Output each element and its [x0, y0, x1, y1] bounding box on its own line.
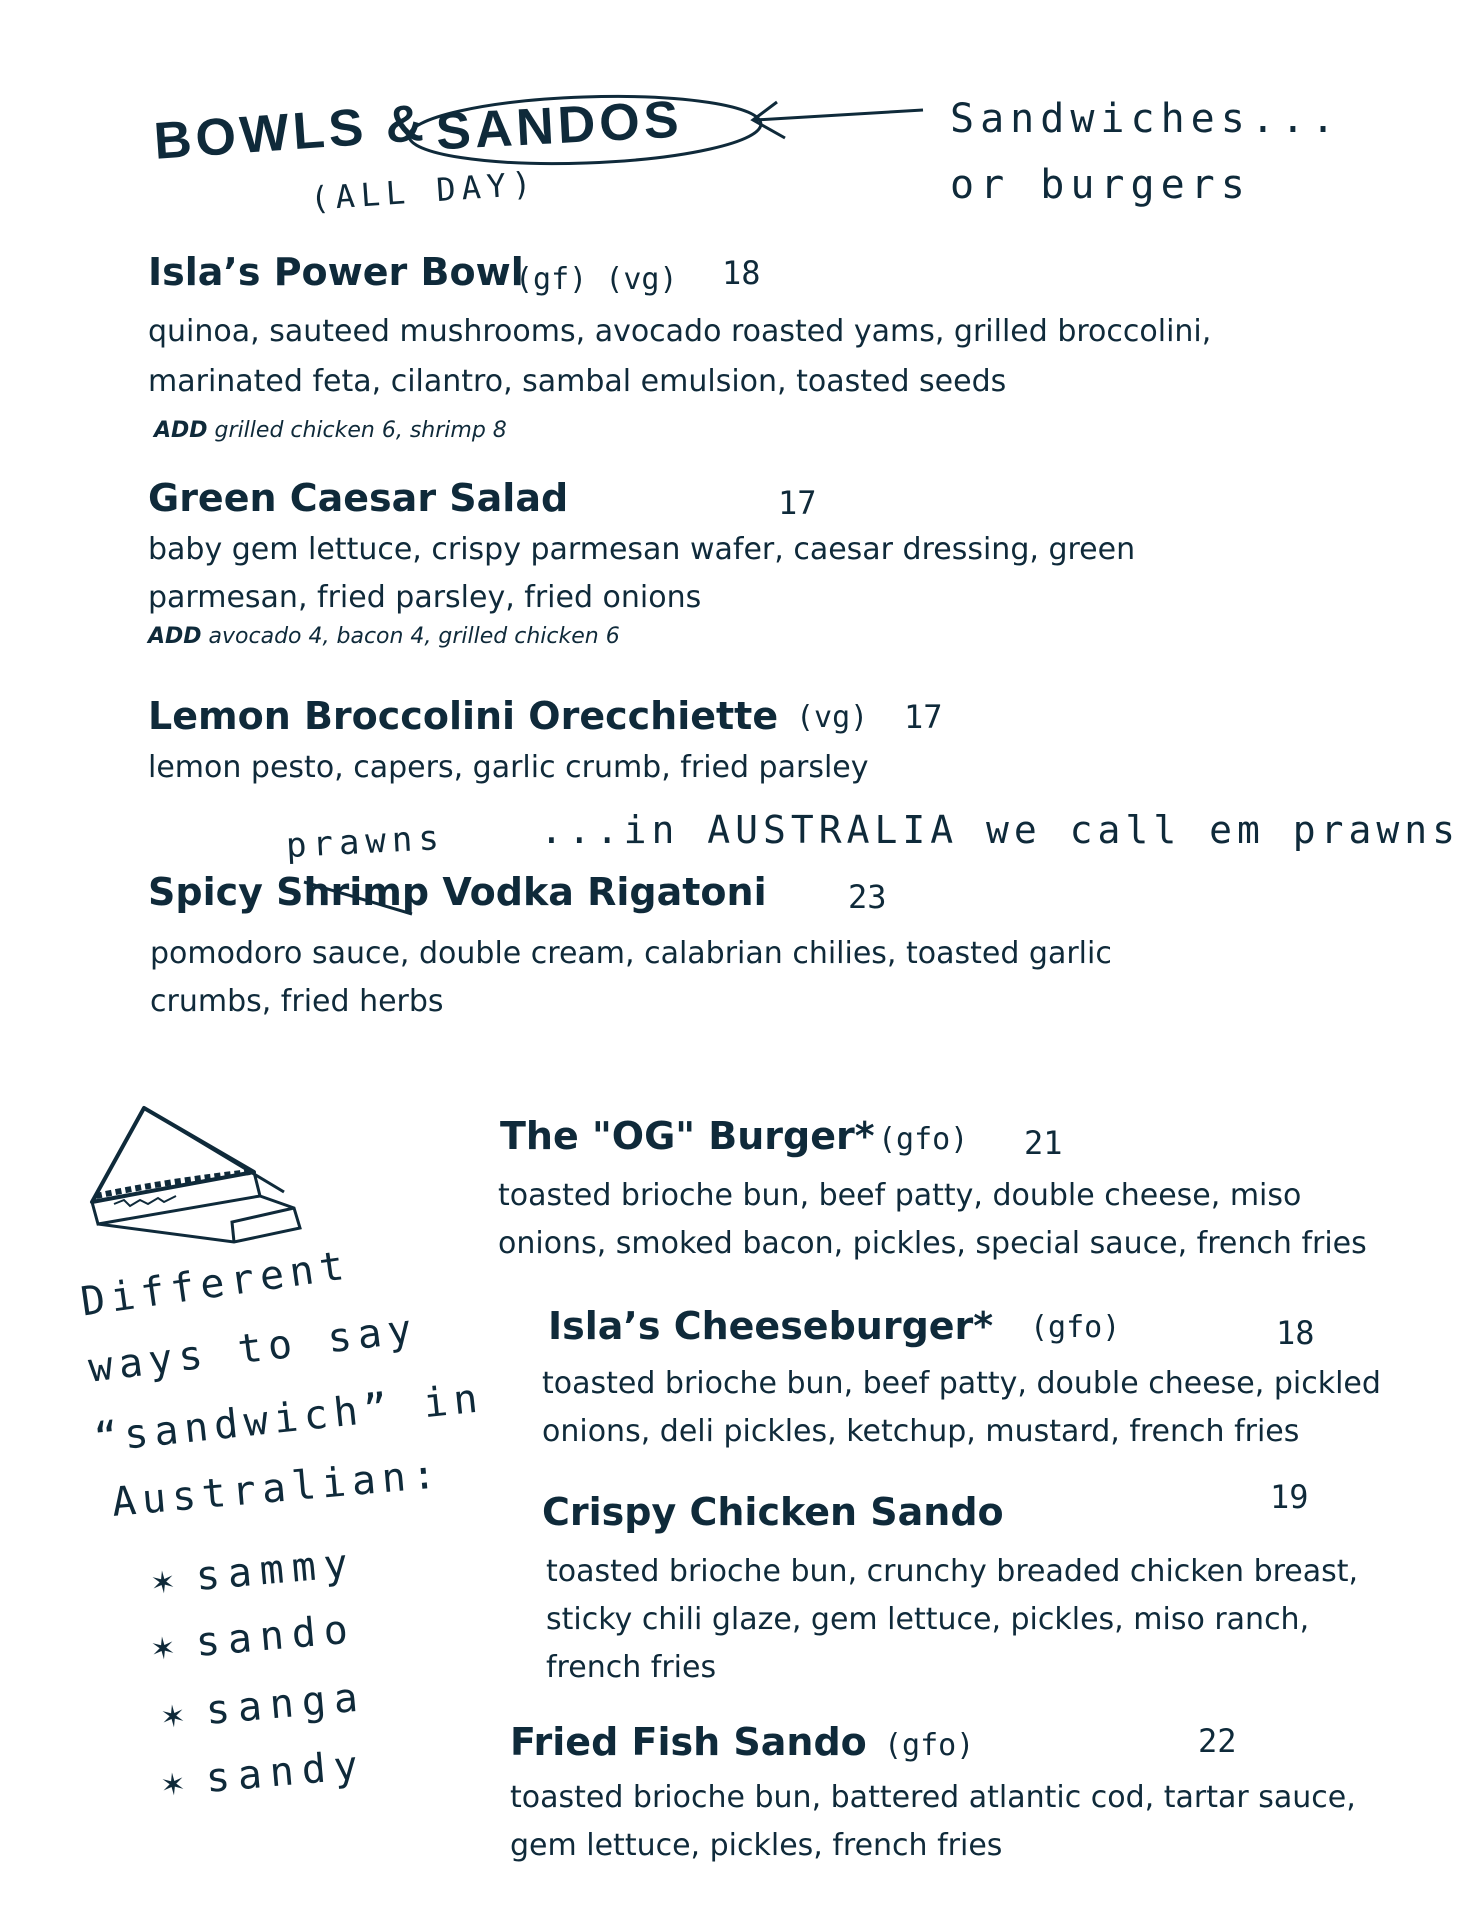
add-label: ADD: [154, 418, 208, 443]
menu-item-fried-fish: [510, 1720, 867, 1764]
menu-item-crispy-chicken: [542, 1490, 1004, 1534]
item-price: 17: [778, 484, 817, 522]
item-tags: (gfo): [884, 1728, 975, 1763]
item-name: Green Caesar Salad: [148, 476, 569, 520]
side-note-line: Australian:: [110, 1451, 444, 1526]
list-item-text: sammy: [193, 1540, 358, 1600]
side-note-list-item: [160, 1674, 368, 1738]
title-subtitle: (ALL DAY): [308, 164, 539, 218]
item-price: 23: [848, 878, 887, 916]
item-price: 18: [1276, 1314, 1315, 1352]
item-tags: (gfo): [1030, 1310, 1121, 1345]
menu-item-power-bowl: [148, 250, 524, 294]
desc-line: parmesan, fried parsley, fried onions: [148, 580, 702, 615]
sandwich-doodle: [84, 1100, 314, 1250]
desc-line: onions, smoked bacon, pickles, special sauce, french fries: [498, 1226, 1367, 1261]
desc-line: french fries: [546, 1650, 717, 1685]
item-add-ons: [148, 624, 620, 649]
side-note-list-item: [150, 1606, 358, 1670]
item-name: Fried Fish Sando: [510, 1720, 867, 1764]
list-item-text: sanga: [203, 1674, 368, 1734]
desc-line: quinoa, sauteed mushrooms, avocado roasted yams, grilled broccolini,: [148, 314, 1212, 349]
item-description: [510, 1774, 1356, 1870]
star-bullet-icon: ✶: [150, 1559, 184, 1603]
add-text: grilled chicken 6, shrimp 8: [207, 418, 507, 443]
star-bullet-icon: ✶: [160, 1761, 194, 1805]
add-label: ADD: [148, 624, 202, 649]
desc-line: gem lettuce, pickles, french fries: [510, 1828, 1003, 1863]
header-note-line1: Sandwiches...: [950, 96, 1342, 142]
desc-line: toasted brioche bun, battered atlantic cod, tartar sauce,: [510, 1780, 1356, 1815]
item-description: [148, 308, 1211, 406]
item-tags: (gfo): [878, 1122, 969, 1157]
item-name-struck: Shrimp: [276, 870, 430, 914]
item-price: 19: [1270, 1478, 1309, 1516]
item-add-ons: [154, 418, 507, 443]
item-tags: (vg): [796, 700, 869, 735]
item-name-post: Vodka Rigatoni: [429, 870, 767, 914]
item-price: 22: [1198, 1722, 1237, 1760]
title-circle-doodle: [400, 88, 770, 178]
item-price: 21: [1024, 1124, 1063, 1162]
title-left: BOWLS &: [152, 93, 429, 171]
arrow-left-doodle: [745, 96, 925, 146]
item-name: The "OG" Burger*: [500, 1114, 875, 1158]
desc-line: crumbs, fried herbs: [150, 984, 444, 1019]
prawns-correction: prawns: [285, 817, 446, 867]
desc-line: baby gem lettuce, crispy parmesan wafer, caesar dressing, green: [148, 532, 1136, 567]
item-price: 17: [904, 698, 943, 736]
menu-item-cheeseburger: [548, 1304, 993, 1348]
desc-line: toasted brioche bun, crunchy breaded chicken breast,: [546, 1554, 1359, 1589]
item-description: [148, 744, 869, 792]
menu-section-title: [152, 93, 429, 172]
item-description: [150, 930, 1112, 1026]
item-name: Lemon Broccolini Orecchiette: [148, 694, 779, 738]
list-item-text: sandy: [203, 1742, 368, 1802]
desc-line: onions, deli pickles, ketchup, mustard, french fries: [542, 1414, 1300, 1449]
item-name: Isla’s Cheeseburger*: [548, 1304, 994, 1348]
item-description: [498, 1172, 1367, 1268]
list-item-text: sando: [193, 1606, 358, 1666]
side-note-line: “sandwich” in: [92, 1375, 486, 1462]
prawns-note: ...in AUSTRALIA we call em prawns: [540, 808, 1460, 852]
desc-line: lemon pesto, capers, garlic crumb, fried parsley: [148, 750, 869, 785]
menu-item-og-burger: [500, 1114, 875, 1158]
desc-line: pomodoro sauce, double cream, calabrian chilies, toasted garlic: [150, 936, 1112, 971]
desc-line: toasted brioche bun, beef patty, double cheese, pickled: [542, 1366, 1381, 1401]
menu-item-rigatoni: [148, 870, 767, 914]
header-note-line2: or burgers: [950, 162, 1251, 208]
item-name: Crispy Chicken Sando: [542, 1490, 1004, 1534]
item-name-pre: Spicy: [148, 870, 277, 914]
menu-item-caesar: [148, 476, 568, 520]
desc-line: marinated feta, cilantro, sambal emulsion, toasted seeds: [148, 364, 1007, 399]
item-description: [546, 1548, 1358, 1692]
side-note-line: Different: [78, 1242, 353, 1326]
side-note-list-item: [160, 1742, 368, 1806]
item-description: [148, 526, 1135, 622]
strike-through-doodle: [300, 872, 420, 922]
item-description: [542, 1360, 1381, 1456]
item-name: Isla’s Power Bowl: [148, 250, 524, 294]
star-bullet-icon: ✶: [150, 1625, 184, 1669]
item-tags: (gf) (vg): [515, 262, 678, 297]
add-text: avocado 4, bacon 4, grilled chicken 6: [201, 624, 620, 649]
star-bullet-icon: ✶: [160, 1693, 194, 1737]
desc-line: toasted brioche bun, beef patty, double cheese, miso: [498, 1178, 1302, 1213]
menu-item-orecchiette: [148, 694, 778, 738]
title-circled-text: SANDOS: [434, 90, 684, 162]
desc-line: sticky chili glaze, gem lettuce, pickles, miso ranch,: [546, 1602, 1310, 1637]
side-note-list-item: [150, 1540, 358, 1604]
item-price: 18: [722, 254, 761, 292]
side-note-line: ways to say: [86, 1305, 421, 1392]
